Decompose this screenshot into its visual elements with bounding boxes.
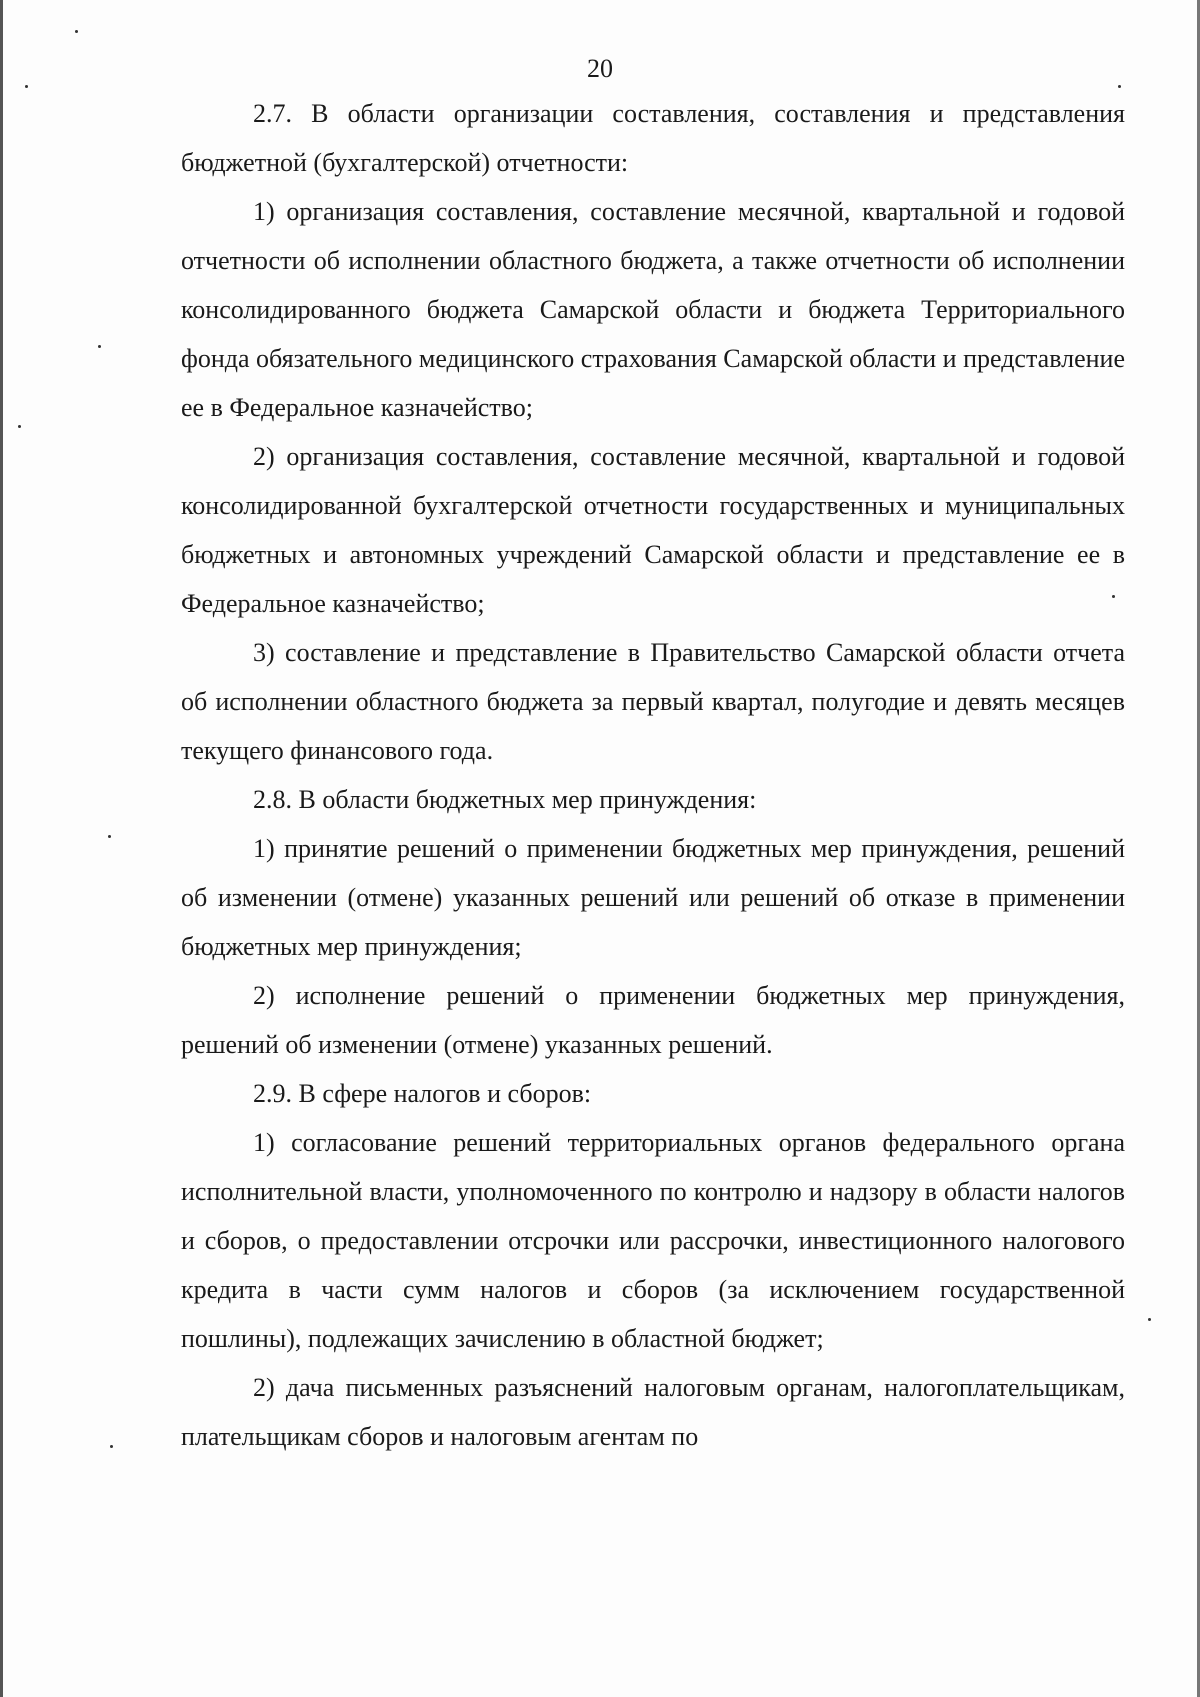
scan-speck xyxy=(98,345,101,348)
document-body xyxy=(181,89,1125,1461)
list-item: 2) исполнение решений о применении бюджетных мер принуждения, решений об изменении (отмене) указанных решений. xyxy=(181,981,1125,1059)
scan-speck xyxy=(1148,1318,1151,1321)
section-heading-2-8: 2.8. В области бюджетных мер принуждения: xyxy=(253,785,757,814)
list-item: 2) дача письменных разъяснений налоговым органам, налогоплательщикам, плательщикам сборов и налоговым агентам по xyxy=(181,1373,1125,1451)
list-item: 2) организация составления, составление месячной, квартальной и годовой консолидированной бухгалтерской отчетности государственных и муниципальных бюджетных и автономных учреждений Самарской области и представление ее в Федеральное казначейство; xyxy=(181,442,1125,618)
page-number: 20 xyxy=(587,54,613,83)
scan-edge-left xyxy=(0,0,3,1697)
scan-speck xyxy=(75,30,78,33)
scan-speck xyxy=(110,1445,113,1448)
scan-speck xyxy=(108,835,111,838)
list-item: 1) согласование решений территориальных органов федерального органа исполнительной власти, уполномоченного по контролю и надзору в области налогов и сборов, о предоставлении отсрочки или рассрочки, инвестиционного налогового кредита в части сумм налогов и сборов (за исключением государственной пошлины), подлежащих зачислению в областной бюджет; xyxy=(181,1128,1125,1353)
section-heading-2-9: 2.9. В сфере налогов и сборов: xyxy=(253,1079,592,1108)
scan-speck xyxy=(18,425,21,428)
scan-speck xyxy=(1118,85,1121,88)
list-item: 3) составление и представление в Правительство Самарской области отчета об исполнении областного бюджета за первый квартал, полугодие и девять месяцев текущего финансового года. xyxy=(181,638,1125,765)
scan-speck xyxy=(1112,595,1115,598)
list-item: 1) принятие решений о применении бюджетных мер принуждения, решений об изменении (отмене) указанных решений или решений об отказе в применении бюджетных мер принуждения; xyxy=(181,834,1125,961)
list-item: 1) организация составления, составление месячной, квартальной и годовой отчетности об исполнении областного бюджета, а также отчетности об исполнении консолидированного бюджета Самарской области и бюджета Территориального фонда обязательного медицинского страхования Самарской области и представление ее в Федеральное казначейство; xyxy=(181,197,1126,422)
section-heading-2-7: 2.7. В области организации составления, составления и представления бюджетной (бухгалтерской) отчетности: xyxy=(181,99,1125,177)
scan-speck xyxy=(25,85,28,88)
